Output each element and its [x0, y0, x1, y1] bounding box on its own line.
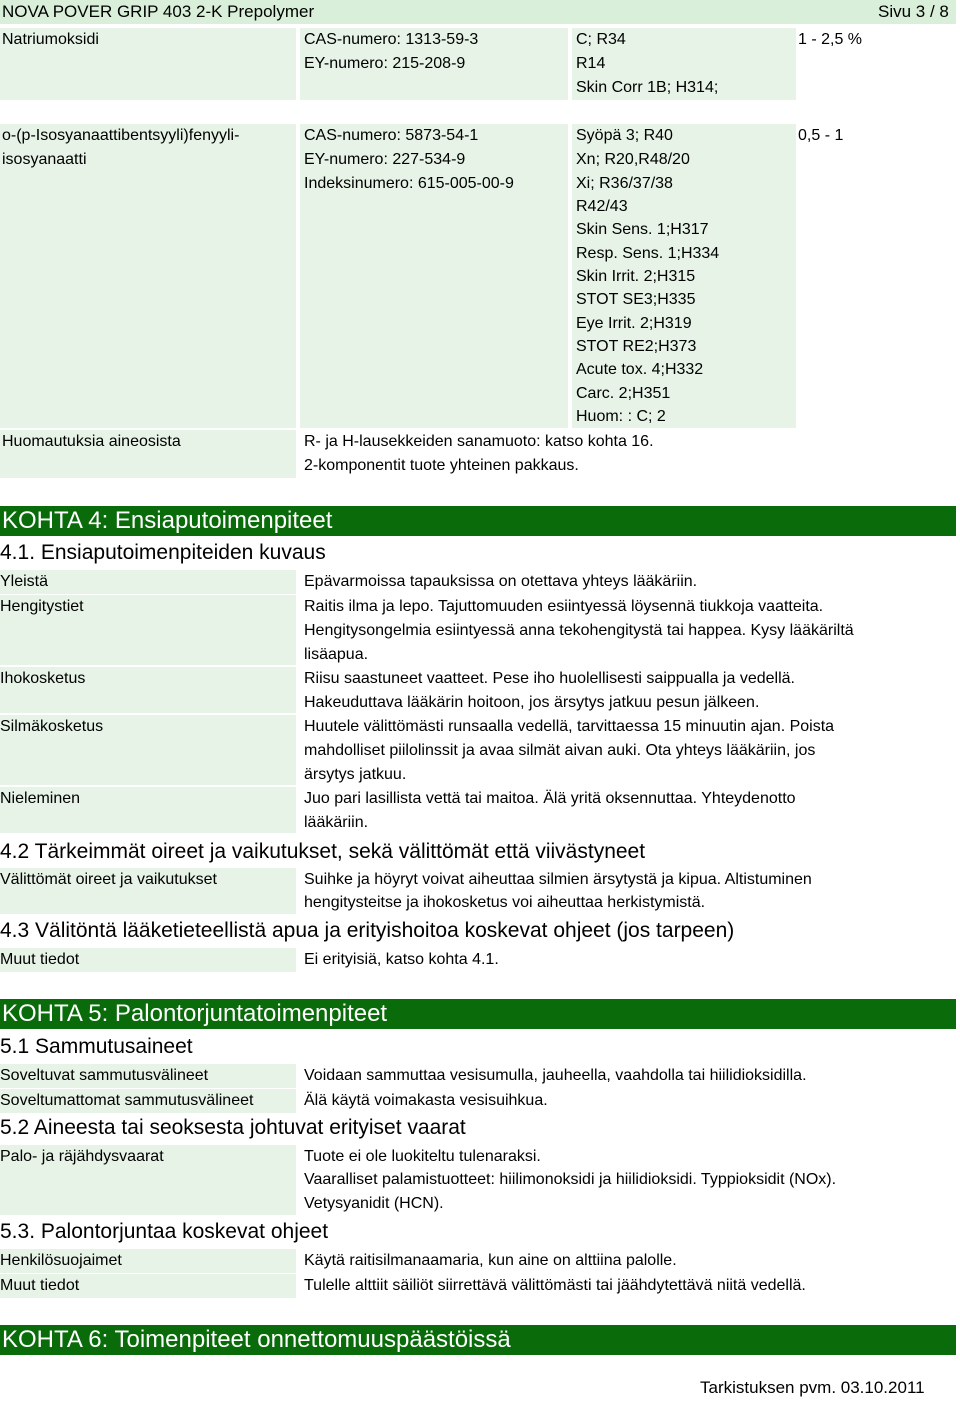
classification-line: Skin Irrit. 2;H315	[576, 268, 696, 285]
subsection-4-2-heading: 4.2 Tärkeimmät oireet ja vaikutukset, sekä välittömät että viivästyneet	[0, 840, 646, 863]
row-text: Riisu saastuneet vaatteet. Pese iho huolellisesti saippualla ja vedellä.	[304, 670, 795, 687]
classification-line: Acute tox. 4;H332	[576, 361, 704, 378]
subsection-5-3-heading: 5.3. Palontorjuntaa koskevat ohjeet	[0, 1220, 329, 1243]
concentration: 1 - 2,5 %	[798, 31, 863, 48]
row-text: Vaaralliset palamistuotteet: hiilimonoksidi ja hiilidioksidi. Typpioksidit (NOx).	[304, 1171, 837, 1188]
cas-number: CAS-numero: 5873-54-1	[304, 127, 479, 144]
row-text: lääkäriin.	[304, 814, 369, 831]
row-label: Yleistä	[0, 573, 49, 590]
row-text: Vetysyanidit (HCN).	[304, 1195, 444, 1212]
classification-line: Syöpä 3; R40	[576, 127, 673, 144]
row-text: Juo pari lasillista vettä tai maitoa. Älä yritä oksennuttaa. Yhteydenotto	[304, 790, 796, 807]
substance-name: o-(p-Isosyanaattibentsyyli)fenyyli-	[2, 127, 240, 144]
classification-line: Resp. Sens. 1;H334	[576, 245, 720, 262]
classification-line: Eye Irrit. 2;H319	[576, 315, 692, 332]
substance-name: Natriumoksidi	[2, 31, 99, 48]
classification-line: Skin Corr 1B; H314;	[576, 79, 719, 96]
row-label: Soveltumattomat sammutusvälineet	[0, 1092, 254, 1109]
row-label: Nieleminen	[0, 790, 81, 807]
classification-line: STOT SE3;H335	[576, 291, 696, 308]
page-number: Sivu 3 / 8	[878, 2, 949, 21]
classification-line: R42/43	[576, 198, 628, 215]
classification-line: Xn; R20,R48/20	[576, 151, 690, 168]
row-text: lisäapua.	[304, 646, 369, 663]
classification-line: Xi; R36/37/38	[576, 175, 673, 192]
cas-number: CAS-numero: 1313-59-3	[304, 31, 479, 48]
row-text: mahdolliset piilolinssit ja avaa silmät aivan auki. Ota yhteys lääkäriin, jos	[304, 742, 816, 759]
row-text: Raitis ilma ja lepo. Tajuttomuuden esiintyessä löysennä tiukkoja vaatteita.	[304, 598, 824, 615]
index-number: Indeksinumero: 615-005-00-9	[304, 175, 514, 192]
subsection-5-1-heading: 5.1 Sammutusaineet	[0, 1035, 193, 1058]
classification-line: STOT RE2;H373	[576, 338, 697, 355]
revision-date: Tarkistuksen pvm. 03.10.2011	[700, 1378, 925, 1397]
row-label: Välittömät oireet ja vaikutukset	[0, 871, 217, 888]
row-text: Suihke ja höyryt voivat aiheuttaa silmien ärsytystä ja kipua. Altistuminen	[304, 871, 812, 888]
row-label: Silmäkosketus	[0, 718, 104, 735]
classification-line: Huom: : C; 2	[576, 408, 666, 425]
substance-name: isosyanaatti	[2, 151, 87, 168]
row-text: hengitysteitse ja ihokosketus voi aiheuttaa herkistymistä.	[304, 894, 706, 911]
row-text: Ei erityisiä, katso kohta 4.1.	[304, 951, 499, 968]
row-text: Hengitysongelmia esiintyessä anna tekohengitystä tai happea. Kysy lääkäriltä	[304, 622, 854, 639]
subsection-5-2-heading: 5.2 Aineesta tai seoksesta johtuvat erityiset vaarat	[0, 1116, 466, 1139]
row-label: Muut tiedot	[0, 951, 80, 968]
row-label: Henkilösuojaimet	[0, 1252, 122, 1269]
row-text: Tuote ei ole luokiteltu tulenaraksi.	[304, 1148, 541, 1165]
row-label: Muut tiedot	[0, 1277, 80, 1294]
classification-line: Skin Sens. 1;H317	[576, 221, 709, 238]
row-label: Ihokosketus	[0, 670, 86, 687]
row-label: Hengitystiet	[0, 598, 84, 615]
row-text: Huutele välittömästi runsaalla vedellä, tarvittaessa 15 minuutin ajan. Poista	[304, 718, 835, 735]
row-text: Älä käytä voimakasta vesisuihkua.	[304, 1092, 548, 1109]
row-text: Käytä raitisilmanaamaria, kun aine on alttiina palolle.	[304, 1252, 677, 1269]
row-text: ärsytys jatkuu.	[304, 766, 407, 783]
row-label: Soveltuvat sammutusvälineet	[0, 1067, 209, 1084]
subsection-4-3-heading: 4.3 Välitöntä lääketieteellistä apua ja erityishoitoa koskevat ohjeet (jos tarpeen)	[0, 919, 735, 942]
ec-number: EY-numero: 227-534-9	[304, 151, 466, 168]
row-text: Hakeuduttava lääkärin hoitoon, jos ärsytys jatkuu pesun jälkeen.	[304, 694, 760, 711]
classification-line: Carc. 2;H351	[576, 385, 671, 402]
remarks-line: 2-komponentit tuote yhteinen pakkaus.	[304, 457, 579, 474]
ec-number: EY-numero: 215-208-9	[304, 55, 466, 72]
concentration: 0,5 - 1	[798, 127, 844, 144]
section-6-heading: KOHTA 6: Toimenpiteet onnettomuuspäästöissä	[0, 1325, 956, 1355]
row-label: Palo- ja räjähdysvaarat	[0, 1148, 164, 1165]
subsection-4-1-heading: 4.1. Ensiaputoimenpiteiden kuvaus	[0, 541, 326, 564]
classification-line: R14	[576, 55, 606, 72]
row-text: Voidaan sammuttaa vesisumulla, jauheella, vaahdolla tai hiilidioksidilla.	[304, 1067, 807, 1084]
row-text: Tulelle alttiit säiliöt siirrettävä välittömästi tai jäähdytettävä niitä vedellä.	[304, 1277, 806, 1294]
section-5-heading: KOHTA 5: Palontorjuntatoimenpiteet	[0, 999, 956, 1029]
section-4-heading: KOHTA 4: Ensiaputoimenpiteet	[0, 506, 956, 536]
row-text: Epävarmoissa tapauksissa on otettava yhteys lääkäriin.	[304, 573, 698, 590]
document-title: NOVA POVER GRIP 403 2-K Prepolymer	[2, 2, 315, 21]
remarks-label: Huomautuksia aineosista	[2, 433, 181, 450]
remarks-line: R- ja H-lausekkeiden sanamuoto: katso kohta 16.	[304, 433, 654, 450]
classification-line: C; R34	[576, 31, 626, 48]
